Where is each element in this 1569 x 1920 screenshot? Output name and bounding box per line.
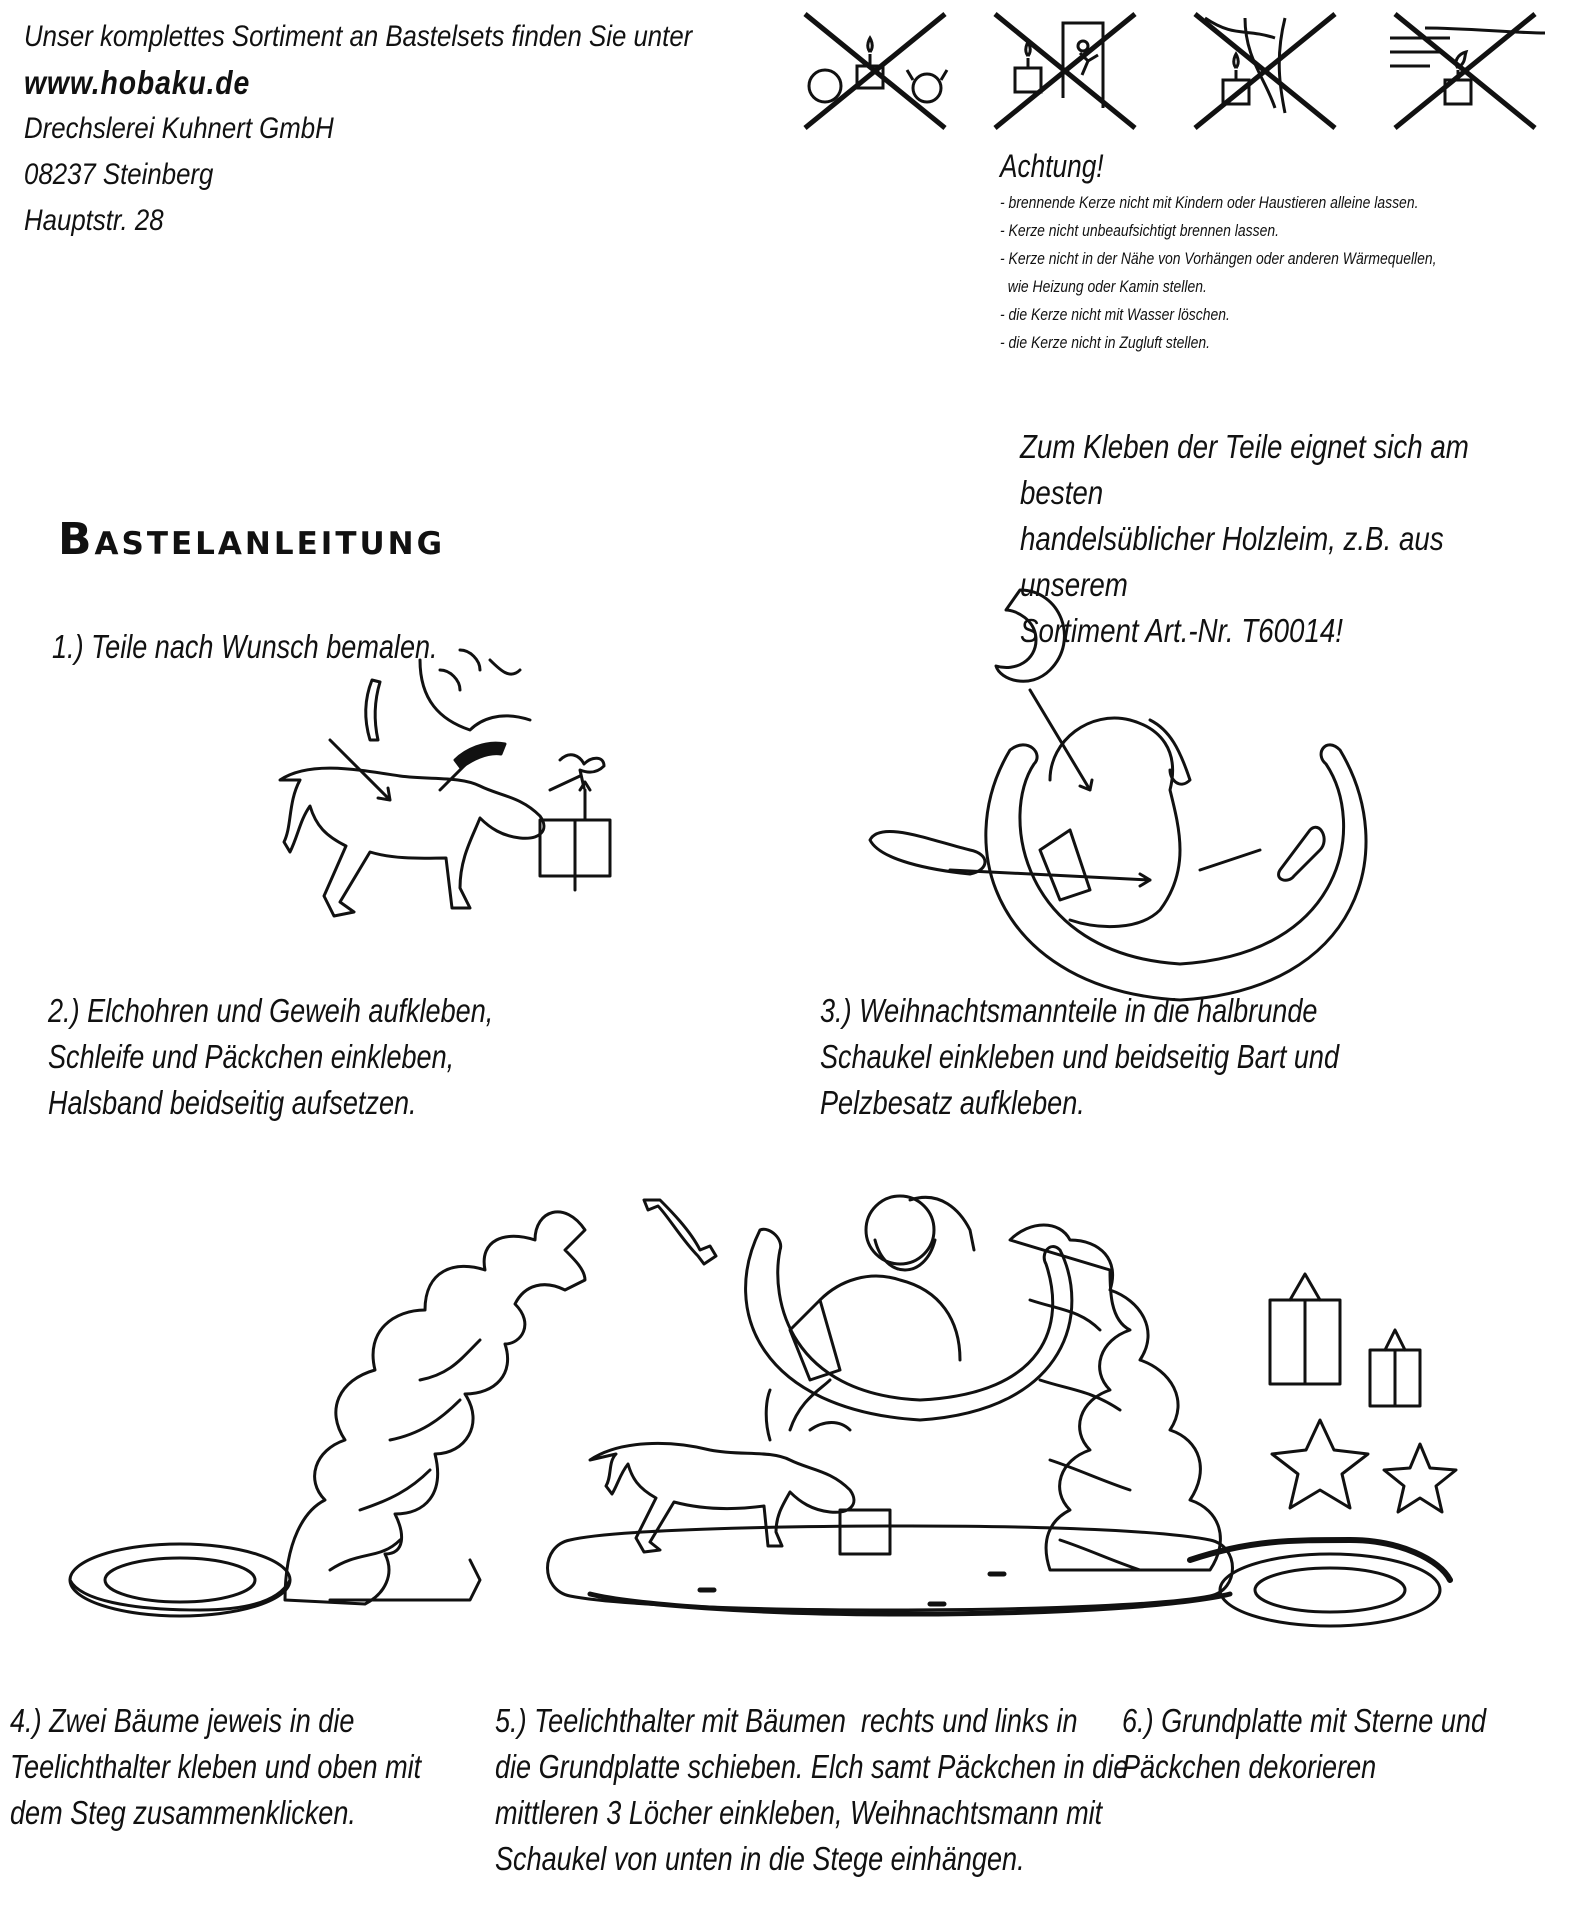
warning-item: - Kerze nicht in der Nähe von Vorhängen oder anderen Wärmequellen, [1000, 249, 1437, 268]
moose-collar [455, 743, 505, 768]
santa-book [1040, 830, 1090, 900]
moose-antler [420, 650, 530, 730]
no-draft-icon [1390, 14, 1545, 128]
step-text: Schaukel einkleben und beidseitig Bart und [820, 1038, 1340, 1075]
step-6 [1122, 1698, 1486, 1790]
final-assembly-drawing [30, 1180, 1540, 1660]
step-text: 2.) Elchohren und Geweih aufkleben, [48, 992, 494, 1029]
page-title: Bastelanleitung [58, 514, 446, 565]
safety-pictograms [795, 8, 1545, 138]
company-street: Hauptstr. 28 [24, 204, 164, 237]
moose-assembly-drawing [240, 640, 660, 1020]
arrow [550, 776, 580, 790]
left-tree [285, 1212, 585, 1604]
step-5 [495, 1698, 1128, 1882]
arrow [1030, 690, 1092, 790]
glue-line: Zum Kleben der Teile eignet sich am besten [1020, 428, 1469, 511]
glue-line: Sortiment Art.-Nr. T60014! [1020, 612, 1343, 649]
santa-swing-drawing [850, 580, 1340, 1020]
decor-gifts [1270, 1274, 1420, 1406]
step-text: 6.) Grundplatte mit Sterne und [1122, 1702, 1487, 1739]
website-link[interactable]: www.hobaku.de [24, 64, 251, 101]
step-4 [10, 1698, 421, 1836]
left-tealight-holder [70, 1544, 290, 1616]
warning-title: Achtung! [1000, 148, 1104, 184]
moose-body [280, 768, 544, 916]
fur-piece [870, 831, 985, 874]
step-2 [48, 988, 493, 1126]
step-text: 1.) Teile nach Wunsch bemalen. [52, 628, 438, 665]
company-name: Drechslerei Kuhnert GmbH [24, 112, 334, 145]
intro-text: Unser komplettes Sortiment an Bastelsets finden Sie unter [24, 20, 693, 53]
step-text: Pelzbesatz aufkleben. [820, 1084, 1085, 1121]
right-tree [1010, 1225, 1220, 1570]
warning-item: - Kerze nicht unbeaufsichtigt brennen lassen. [1000, 221, 1279, 240]
step-text: Teelichthalter kleben und oben mit [10, 1748, 422, 1785]
decor-stars [1272, 1420, 1456, 1512]
warning-item: - die Kerze nicht mit Wasser löschen. [1000, 305, 1230, 324]
step-text: Schaukel von unten in die Stege einhängen. [495, 1840, 1025, 1877]
warning-item: - brennende Kerze nicht mit Kindern oder Haustieren alleine lassen. [1000, 193, 1419, 212]
warning-list [1000, 189, 1437, 357]
step-text: Päckchen dekorieren [1122, 1748, 1377, 1785]
step-text: die Grundplatte schieben. Elch samt Päckchen in die [495, 1748, 1129, 1785]
step-text: mittleren 3 Löcher einkleben, Weihnachtsmann mit [495, 1794, 1103, 1831]
step-text: Schleife und Päckchen einkleben, [48, 1038, 455, 1075]
step-text: 3.) Weihnachtsmannteile in die halbrunde [820, 992, 1318, 1029]
arrow [1200, 850, 1260, 870]
no-children-pets-icon [805, 14, 947, 128]
step-text: 5.) Teelichthalter mit Bäumen rechts und links in [495, 1702, 1078, 1739]
beard-part [996, 590, 1064, 681]
step-text: Halsband beidseitig aufsetzen. [48, 1084, 417, 1121]
moose-ear [366, 680, 380, 740]
step-text: dem Steg zusammenklicken. [10, 1794, 356, 1831]
company-address [24, 14, 692, 244]
no-unattended-candle-icon [995, 14, 1135, 128]
no-curtains-icon [1195, 14, 1335, 128]
connector-bridge [644, 1200, 716, 1264]
arrow [330, 740, 390, 800]
warning-item: - die Kerze nicht in Zugluft stellen. [1000, 333, 1210, 352]
warning-item: wie Heizung oder Kamin stellen. [1000, 277, 1207, 296]
glue-line: handelsüblicher Holzleim, z.B. aus unserem [1020, 520, 1444, 603]
company-city: 08237 Steinberg [24, 158, 214, 191]
fur-piece [1279, 827, 1325, 880]
step-text: 4.) Zwei Bäume jeweis in die [10, 1702, 355, 1739]
safety-warning [1000, 148, 1437, 357]
step-3 [820, 988, 1339, 1126]
